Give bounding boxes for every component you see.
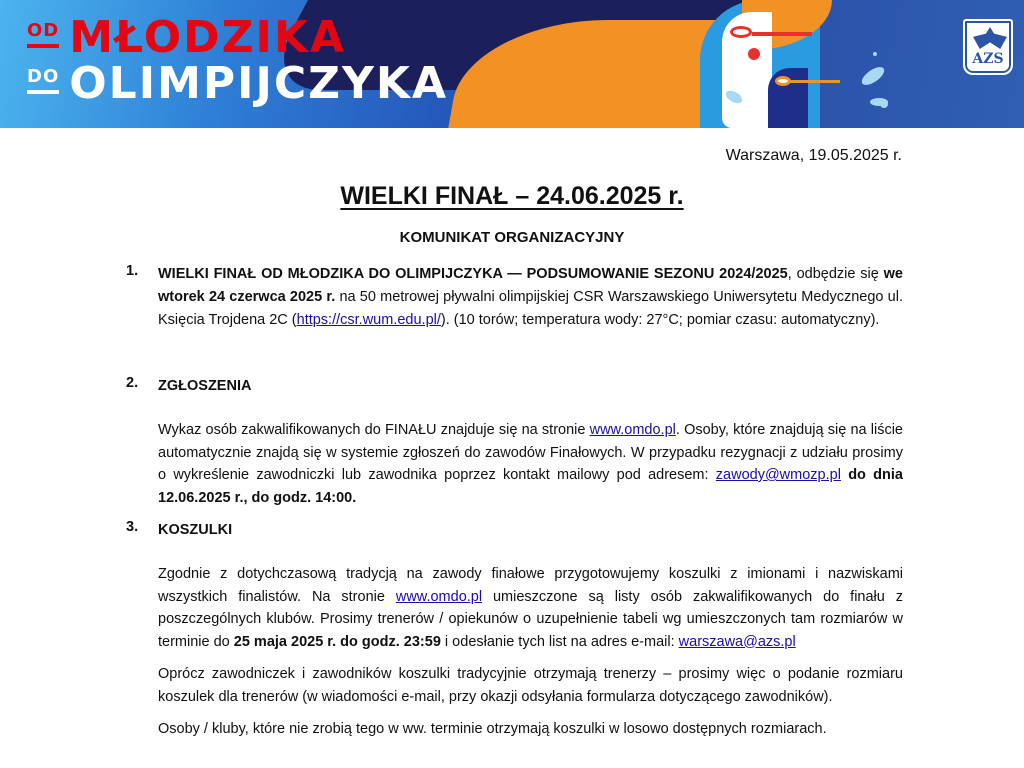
logo-olimpijczyka: OLIMPIJCZYKA [69,58,449,109]
goggles-icon [730,26,752,38]
venue-website-link[interactable]: https://csr.wum.edu.pl/ [296,312,441,328]
section-shirts [120,519,903,741]
eagle-icon [973,27,1007,49]
omdo-website-link[interactable]: www.omdo.pl [589,422,676,438]
event-logo-line2 [27,58,449,112]
zawody-email-link[interactable]: zawody@wmozp.pl [715,467,841,483]
water-splash-icon [859,64,887,89]
registration-deadline: do dnia 12.06.2025 r., do godz. 14:00. [158,467,903,506]
cheek-decoration [748,48,760,60]
section-number: 1. [126,263,139,279]
event-logo-line1 [27,12,347,64]
text: , odbędzie się [787,266,884,282]
section-heading: KOSZULKI [158,522,233,538]
water-drop-icon [873,52,877,56]
document-date: Warszawa, 19.05.2025 r. [725,147,902,164]
event-date: we wtorek 24 czerwca 2025 r. [158,266,903,305]
event-name: WIELKI FINAŁ OD MŁODZIKA DO OLIMPIJCZYKA — PODSUMOWANIE SEZONU 2024/2025 [158,266,788,282]
pool-details-text: ). (10 torów; temperatura wody: 27°C; pomiar czasu: automatyczny). [440,312,880,328]
text: . Osoby, które znajdują się na liście automatycznie znajdą się w systemie zgłoszeń do zawodów Finałowych. W przypadku rezygnacji z udziału prosimy o wykreślenie zawodniczki lub zawodnika poprzez kontakt mailowy pod adresem: [158,422,903,483]
goggles-small-icon [775,76,791,86]
venue-text: na 50 metrowej pływalni olimpijskiej CSR Warszawskiego Uniwersytetu Medycznego ul. Księcia Trojdena 2C ( [158,289,903,328]
text: Zgodnie z dotychczasową tradycją na zawody finałowe przygotowujemy koszulki z imionami i nazwiskami wszystkich finalistów. Na stronie [158,566,903,605]
section-venue-text [158,263,903,332]
shirts-deadline: 25 maja 2025 r. do godz. 23:59 [233,633,441,650]
document-title: WIELKI FINAŁ – 24.06.2025 r. [340,182,684,210]
document-subtitle: KOMUNIKAT ORGANIZACYJNY [399,229,625,246]
shirts-paragraph-2: Oprócz zawodniczek i zawodników koszulki tradycyjnie otrzymają trenerzy – prosimy więc o podanie rozmiaru koszulek dla trenerów (w wiadomości e-mail, przy okazji odsyłania formularza dotyczącego zawodników). [158,666,903,705]
goggles-strap-decoration [752,32,812,36]
omdo-website-link[interactable]: www.omdo.pl [395,588,483,605]
section-number: 3. [126,519,139,535]
document-page [0,128,1024,768]
text: i odesłanie tych list na adres e-mail: [440,633,679,650]
logo-od: OD [27,22,59,48]
shirts-paragraph-3: Osoby / kluby, które nie zrobią tego w ww. terminie otrzymają koszulki w losowo dostępnych rozmiarach. [158,721,827,737]
header-banner [0,0,1024,128]
registrations-paragraph [158,419,903,509]
text: Wykaz osób zakwalifikowanych do FINAŁU znajduje się na stronie [158,422,590,438]
text: umieszczone są listy osób zakwalifikowanych do finału z poszczególnych klubów. Prosimy trenerów / opiekunów o uzupełnienie tabeli wg umieszczonych tam rozmiarów w terminie do [158,588,903,650]
section-heading: ZGŁOSZENIA [158,378,252,394]
goggles-strap-small-decoration [790,80,840,83]
section-number: 2. [126,375,139,391]
section-registrations [120,375,903,509]
warszawa-email-link[interactable]: warszawa@azs.pl [678,633,796,650]
logo-mlodzika: MŁODZIKA [69,12,347,63]
section-venue [120,263,903,332]
azs-logo [963,19,1013,75]
shirts-paragraph-1 [158,563,903,653]
logo-do: DO [27,68,59,94]
azs-logo-text: AZS [972,51,1004,67]
water-drop-icon [880,100,888,108]
